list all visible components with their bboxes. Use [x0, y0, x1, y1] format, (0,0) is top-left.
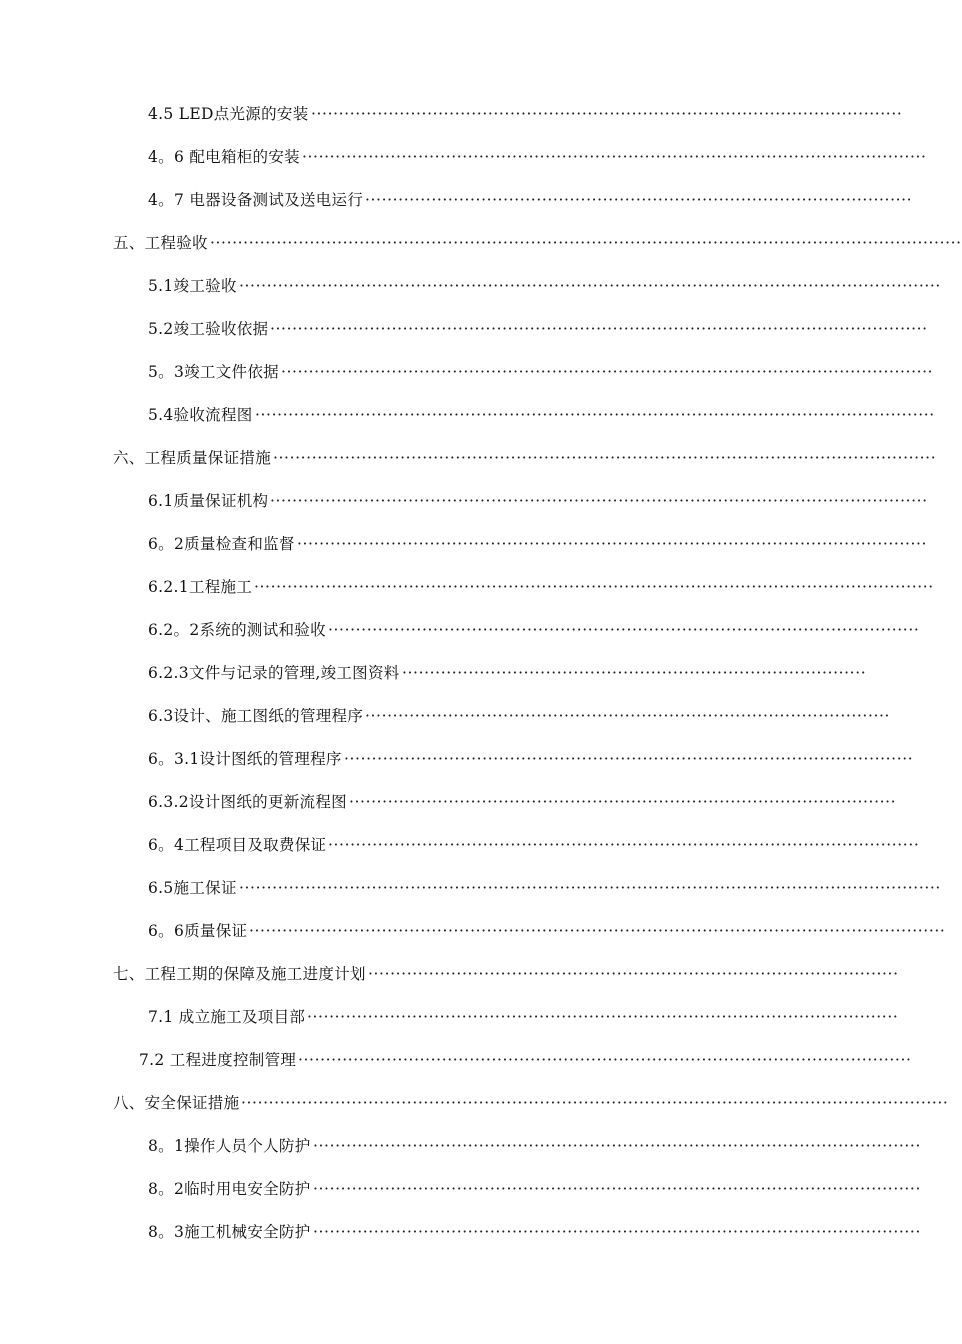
toc-entry[interactable]	[0, 1082, 950, 1125]
toc-dot-leader: ··············································································································	[313, 1180, 921, 1198]
toc-dot-leader: ·················································································································	[302, 148, 927, 166]
toc-dot-leader: ································································································	[368, 965, 899, 983]
toc-dot-leader: ···········································································································	[307, 1008, 899, 1026]
toc-entry-label: 6。2质量检查和监督	[148, 535, 295, 553]
toc-entry-label: 6.3设计、施工图纸的管理程序	[148, 707, 364, 725]
toc-entry-label: 6。4工程项目及取费保证	[148, 836, 327, 854]
toc-entry[interactable]	[0, 1211, 950, 1254]
toc-dot-leader: ··················································································································	[297, 535, 928, 553]
toc-dot-leader: ························································································································	[273, 449, 937, 467]
toc-entry-label: 5。3竣工文件依据	[148, 363, 279, 381]
toc-dot-leader: ···························································································································	[254, 578, 934, 596]
toc-dot-leader: ····················································································	[402, 664, 867, 682]
toc-entry-label: 4.5 LED点光源的安装	[148, 105, 309, 123]
toc-dot-leader: ···························································································································	[255, 406, 935, 424]
table-of-contents	[0, 93, 962, 1254]
toc-entry[interactable]	[0, 652, 950, 695]
toc-entry-label: 8。3施工机械安全防护	[148, 1223, 311, 1241]
toc-dot-leader: ···········································································································	[328, 836, 920, 854]
toc-entry-label: 6.2.3文件与记录的管理,竣工图资料	[148, 664, 400, 682]
toc-entry-label: 6.1质量保证机构	[148, 492, 269, 510]
toc-entry-label: 5.4验收流程图	[148, 406, 253, 424]
toc-dot-leader: ········································································································································	[210, 234, 962, 252]
toc-entry[interactable]	[0, 695, 950, 738]
toc-entry-label: 7.1 成立施工及项目部	[148, 1008, 306, 1026]
toc-dot-leader: ···································································································	[365, 191, 913, 209]
toc-entry-label: 6。6质量保证	[148, 922, 248, 940]
toc-dot-leader: ···········································································································	[311, 105, 903, 123]
toc-dot-leader: ······················································································································	[281, 363, 934, 381]
toc-entry[interactable]	[0, 437, 950, 480]
toc-dot-leader: ·······················································································································	[270, 320, 928, 338]
toc-entry-label: 4。6 配电箱柜的安装	[148, 148, 300, 166]
toc-entry[interactable]	[0, 265, 950, 308]
toc-entry[interactable]	[0, 781, 950, 824]
toc-entry[interactable]	[0, 566, 950, 609]
toc-entry[interactable]	[0, 996, 950, 1039]
toc-entry-label: 六、工程质量保证措施	[113, 449, 272, 467]
toc-dot-leader: ·······························································································	[365, 707, 891, 725]
toc-entry[interactable]	[0, 308, 950, 351]
toc-entry[interactable]	[0, 523, 950, 566]
toc-entry-label: 5.1竣工验收	[148, 277, 237, 295]
toc-dot-leader: ·······················································································································	[270, 492, 928, 510]
toc-entry[interactable]	[0, 609, 950, 652]
toc-dot-leader: ··············································································································	[313, 1137, 921, 1155]
toc-entry[interactable]	[0, 1168, 950, 1211]
toc-entry[interactable]	[0, 480, 950, 523]
toc-entry[interactable]	[0, 1039, 950, 1082]
toc-entry-label: 七、工程工期的保障及施工进度计划	[113, 965, 366, 983]
toc-entry[interactable]	[0, 222, 962, 265]
toc-dot-leader: ·······························································································································	[239, 879, 941, 897]
toc-dot-leader: ·······························································································································	[239, 277, 941, 295]
toc-dot-leader: ···········································································································	[328, 621, 920, 639]
toc-entry-label: 8。1操作人员个人防护	[148, 1137, 311, 1155]
toc-entry-label: 7.2 工程进度控制管理	[139, 1051, 297, 1069]
toc-entry[interactable]	[0, 179, 950, 222]
toc-entry-label: 6.2。2系统的测试和验收	[148, 621, 326, 639]
toc-entry[interactable]	[0, 910, 950, 953]
toc-dot-leader: ···············································································································	[298, 1051, 912, 1069]
toc-entry[interactable]	[0, 824, 950, 867]
toc-entry[interactable]	[0, 394, 950, 437]
toc-entry-label: 4。7 电器设备测试及送电运行	[148, 191, 364, 209]
toc-entry-label: 6。3.1设计图纸的管理程序	[148, 750, 342, 768]
toc-entry-label: 五、工程验收	[113, 234, 208, 252]
toc-entry-label: 6.3.2设计图纸的更新流程图	[148, 793, 347, 811]
toc-entry[interactable]	[0, 953, 950, 996]
toc-entry-label: 8。2临时用电安全防护	[148, 1180, 311, 1198]
toc-entry[interactable]	[0, 136, 950, 179]
toc-dot-leader: ······························································································································	[249, 922, 946, 940]
toc-entry[interactable]	[0, 93, 950, 136]
toc-entry-label: 八、安全保证措施	[113, 1094, 240, 1112]
toc-entry[interactable]	[0, 1125, 950, 1168]
toc-entry-label: 6.2.1工程施工	[148, 578, 253, 596]
toc-dot-leader: ··············································································································	[313, 1223, 921, 1241]
toc-dot-leader: ···································································································	[349, 793, 897, 811]
toc-entry[interactable]	[0, 351, 950, 394]
toc-entry-label: 6.5施工保证	[148, 879, 237, 897]
toc-dot-leader: ·······································································································	[344, 750, 914, 768]
toc-entry[interactable]	[0, 738, 950, 781]
toc-entry[interactable]	[0, 867, 950, 910]
toc-dot-leader: ································································································································	[241, 1094, 949, 1112]
toc-entry-label: 5.2竣工验收依据	[148, 320, 269, 338]
